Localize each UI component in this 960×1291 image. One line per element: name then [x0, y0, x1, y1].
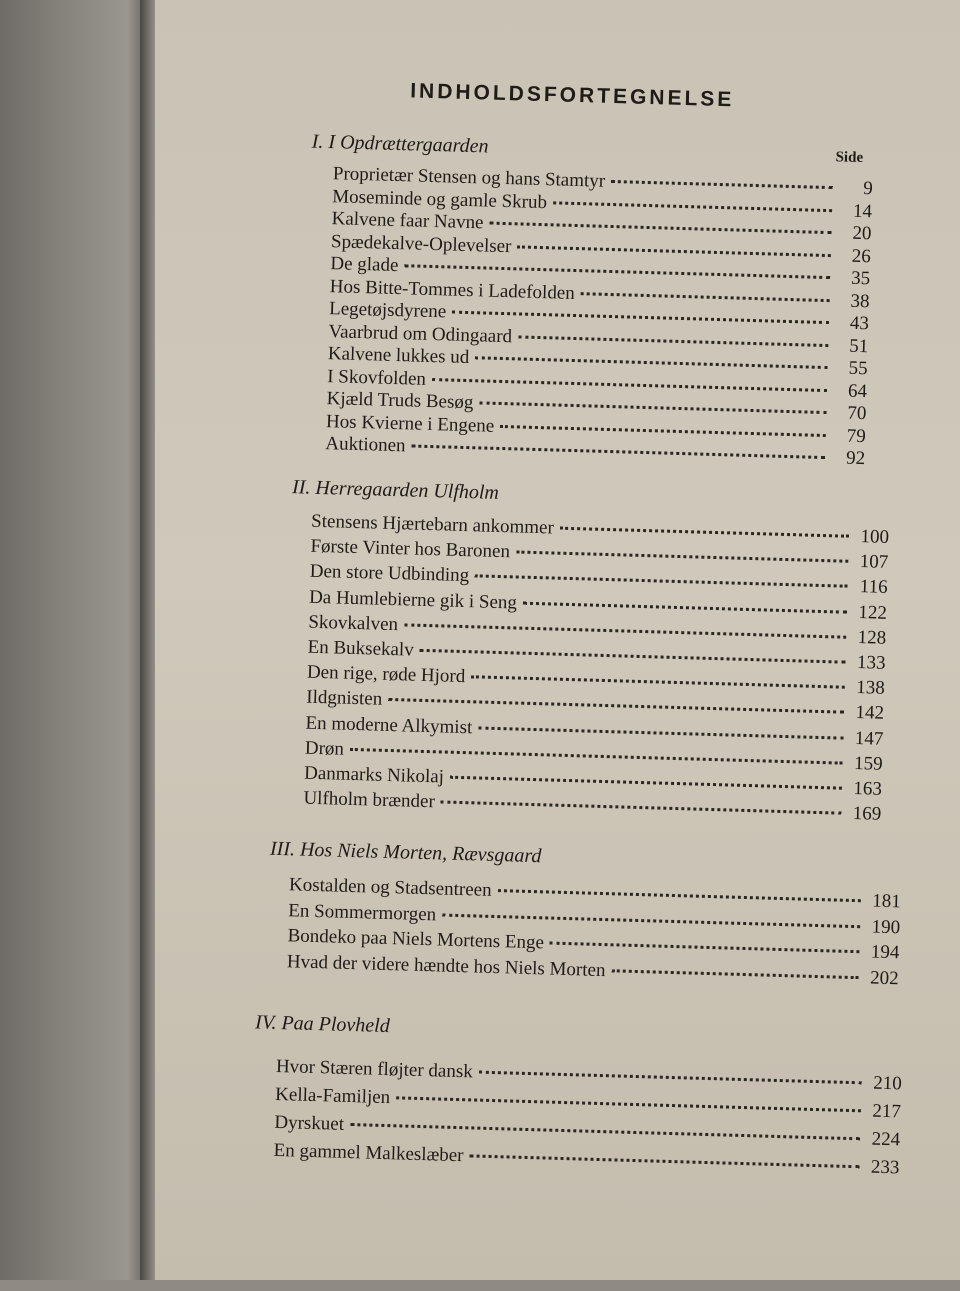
section-heading: III. Hos Niels Morten, Rævsgaard	[269, 837, 542, 868]
section-entries	[303, 511, 889, 829]
dot-leader	[581, 292, 830, 302]
entry-title: Stensens Hjærtebarn ankommer	[310, 510, 555, 539]
dot-leader	[500, 424, 826, 436]
dot-leader	[396, 1096, 861, 1112]
dot-leader	[518, 335, 828, 347]
entry-page-number: 79	[846, 425, 867, 447]
entry-page-number: 92	[845, 447, 866, 470]
dot-leader	[404, 264, 830, 279]
entry-title: En Sommermorgen	[288, 899, 437, 925]
dot-leader	[432, 378, 827, 392]
entry-page-number: 51	[849, 335, 869, 357]
entry-page-number: 147	[854, 727, 884, 750]
entry-title: Proprietær Stensen og hans Stamtyr	[332, 163, 606, 192]
dot-leader	[469, 1154, 859, 1168]
entry-title: Kella-Familjen	[274, 1083, 391, 1109]
entry-title: Hvad der videre hændte hos Niels Morten	[286, 950, 606, 981]
entry-title: Hos Kvierne i Engene	[325, 410, 495, 437]
entry-page-number: 122	[858, 601, 888, 624]
entry-page-number: 163	[853, 777, 883, 800]
entry-title: En moderne Alkymist	[305, 712, 473, 738]
dot-leader	[560, 527, 849, 538]
entry-page-number: 100	[860, 526, 890, 548]
dot-leader	[611, 969, 858, 979]
entry-page-number: 133	[856, 651, 886, 674]
entry-page-number: 233	[870, 1156, 900, 1179]
entry-title: Kalvene lukkes ud	[327, 343, 470, 369]
entry-title: Da Humlebierne gik i Seng	[308, 586, 518, 614]
entry-page-number: 224	[871, 1128, 901, 1151]
entry-page-number: 116	[859, 576, 888, 599]
dot-leader	[523, 601, 847, 613]
entry-page-number: 26	[851, 245, 872, 267]
entry-title: Ulfholm brænder	[303, 787, 436, 813]
entry-title: En gammel Malkeslæber	[273, 1139, 464, 1167]
dot-leader	[498, 889, 861, 902]
entry-title: Moseminde og gamle Skrub	[332, 185, 548, 213]
dot-leader	[489, 222, 831, 235]
entry-title: Bondeko paa Niels Mortens Enge	[287, 925, 545, 954]
dot-leader	[420, 649, 846, 664]
entry-title: Hos Bitte-Tommes i Ladefolden	[329, 275, 576, 304]
dot-leader	[475, 575, 848, 588]
entry-page-number: 138	[855, 677, 886, 699]
entry-page-number: 14	[852, 200, 873, 222]
entry-title: Skovkalven	[308, 611, 399, 635]
entry-page-number: 181	[872, 890, 902, 913]
dot-leader	[479, 1071, 862, 1085]
table-of-contents	[132, 0, 960, 1291]
entry-title: Auktionen	[325, 433, 406, 457]
dot-leader	[350, 1123, 860, 1140]
dot-leader	[442, 913, 860, 928]
section-heading: I. I Opdrættergaarden	[311, 130, 489, 158]
dot-leader	[412, 445, 826, 460]
page-column-label: Side	[835, 149, 864, 166]
entry-page-number: 190	[871, 916, 901, 938]
entry-page-number: 64	[847, 380, 868, 402]
entry-page-number: 38	[850, 290, 870, 312]
entry-title: Den rige, røde Hjord	[306, 661, 466, 688]
dot-leader	[611, 180, 833, 189]
entry-title: Første Vinter hos Baronen	[310, 535, 511, 563]
entry-title: Dyrskuet	[274, 1111, 345, 1135]
entry-page-number: 128	[857, 626, 887, 649]
entry-title: Danmarks Nikolaj	[303, 762, 445, 788]
entry-title: Kjæld Truds Besøg	[326, 388, 474, 414]
entry-page-number: 9	[862, 178, 874, 200]
entry-page-number: 55	[848, 357, 868, 380]
entry-title: Drøn	[304, 737, 345, 760]
entry-title: Hvor Stæren fløjter dansk	[275, 1055, 474, 1083]
entry-page-number: 202	[869, 967, 899, 989]
entry-title: Ildgnisten	[305, 686, 383, 711]
dot-leader	[479, 401, 826, 414]
dot-leader	[452, 311, 829, 325]
entry-title: Den store Udbinding	[309, 561, 470, 587]
dot-leader	[478, 726, 843, 739]
entry-page-number: 107	[859, 551, 889, 574]
section-entries	[325, 163, 873, 470]
entry-page-number: 210	[872, 1072, 903, 1095]
left-page	[0, 0, 150, 1280]
dot-leader	[350, 748, 843, 765]
entry-page-number: 70	[847, 402, 867, 425]
entry-title: Spædekalve-Oplevelser	[330, 230, 512, 257]
entry-page-number: 217	[872, 1100, 902, 1123]
entry-page-number: 35	[850, 267, 871, 290]
entry-title: Vaarbrud om Odingaard	[328, 320, 513, 347]
section-heading: IV. Paa Plovheld	[254, 1011, 391, 1038]
dot-leader	[553, 201, 832, 212]
entry-page-number: 142	[855, 702, 885, 725]
entry-page-number: 169	[852, 803, 882, 825]
entry-title: Kostalden og Stadsentreen	[288, 874, 492, 901]
section-heading: II. Herregaarden Ulfholm	[291, 476, 500, 504]
dot-leader	[516, 551, 848, 563]
dot-leader	[517, 245, 831, 257]
entry-title: Legetøjsdyrene	[328, 298, 447, 323]
dot-leader	[450, 776, 842, 790]
entry-title: En Buksekalv	[307, 636, 415, 661]
section-entries	[273, 1056, 902, 1185]
dot-leader	[475, 356, 828, 369]
dot-leader	[404, 623, 846, 638]
entry-page-number: 194	[870, 941, 900, 964]
entry-title: I Skovfolden	[326, 365, 427, 390]
page-title: INDHOLDSFORTEGNELSE	[409, 79, 735, 112]
entry-page-number: 43	[849, 312, 870, 335]
section-entries	[287, 874, 902, 993]
entry-page-number: 20	[852, 222, 872, 245]
dot-leader	[471, 675, 845, 688]
dot-leader	[441, 801, 842, 815]
dot-leader	[388, 698, 844, 714]
entry-title: Kalvene faar Navne	[331, 208, 484, 234]
entry-title: De glade	[330, 253, 399, 277]
dot-leader	[550, 942, 860, 954]
entry-page-number: 159	[853, 752, 883, 775]
